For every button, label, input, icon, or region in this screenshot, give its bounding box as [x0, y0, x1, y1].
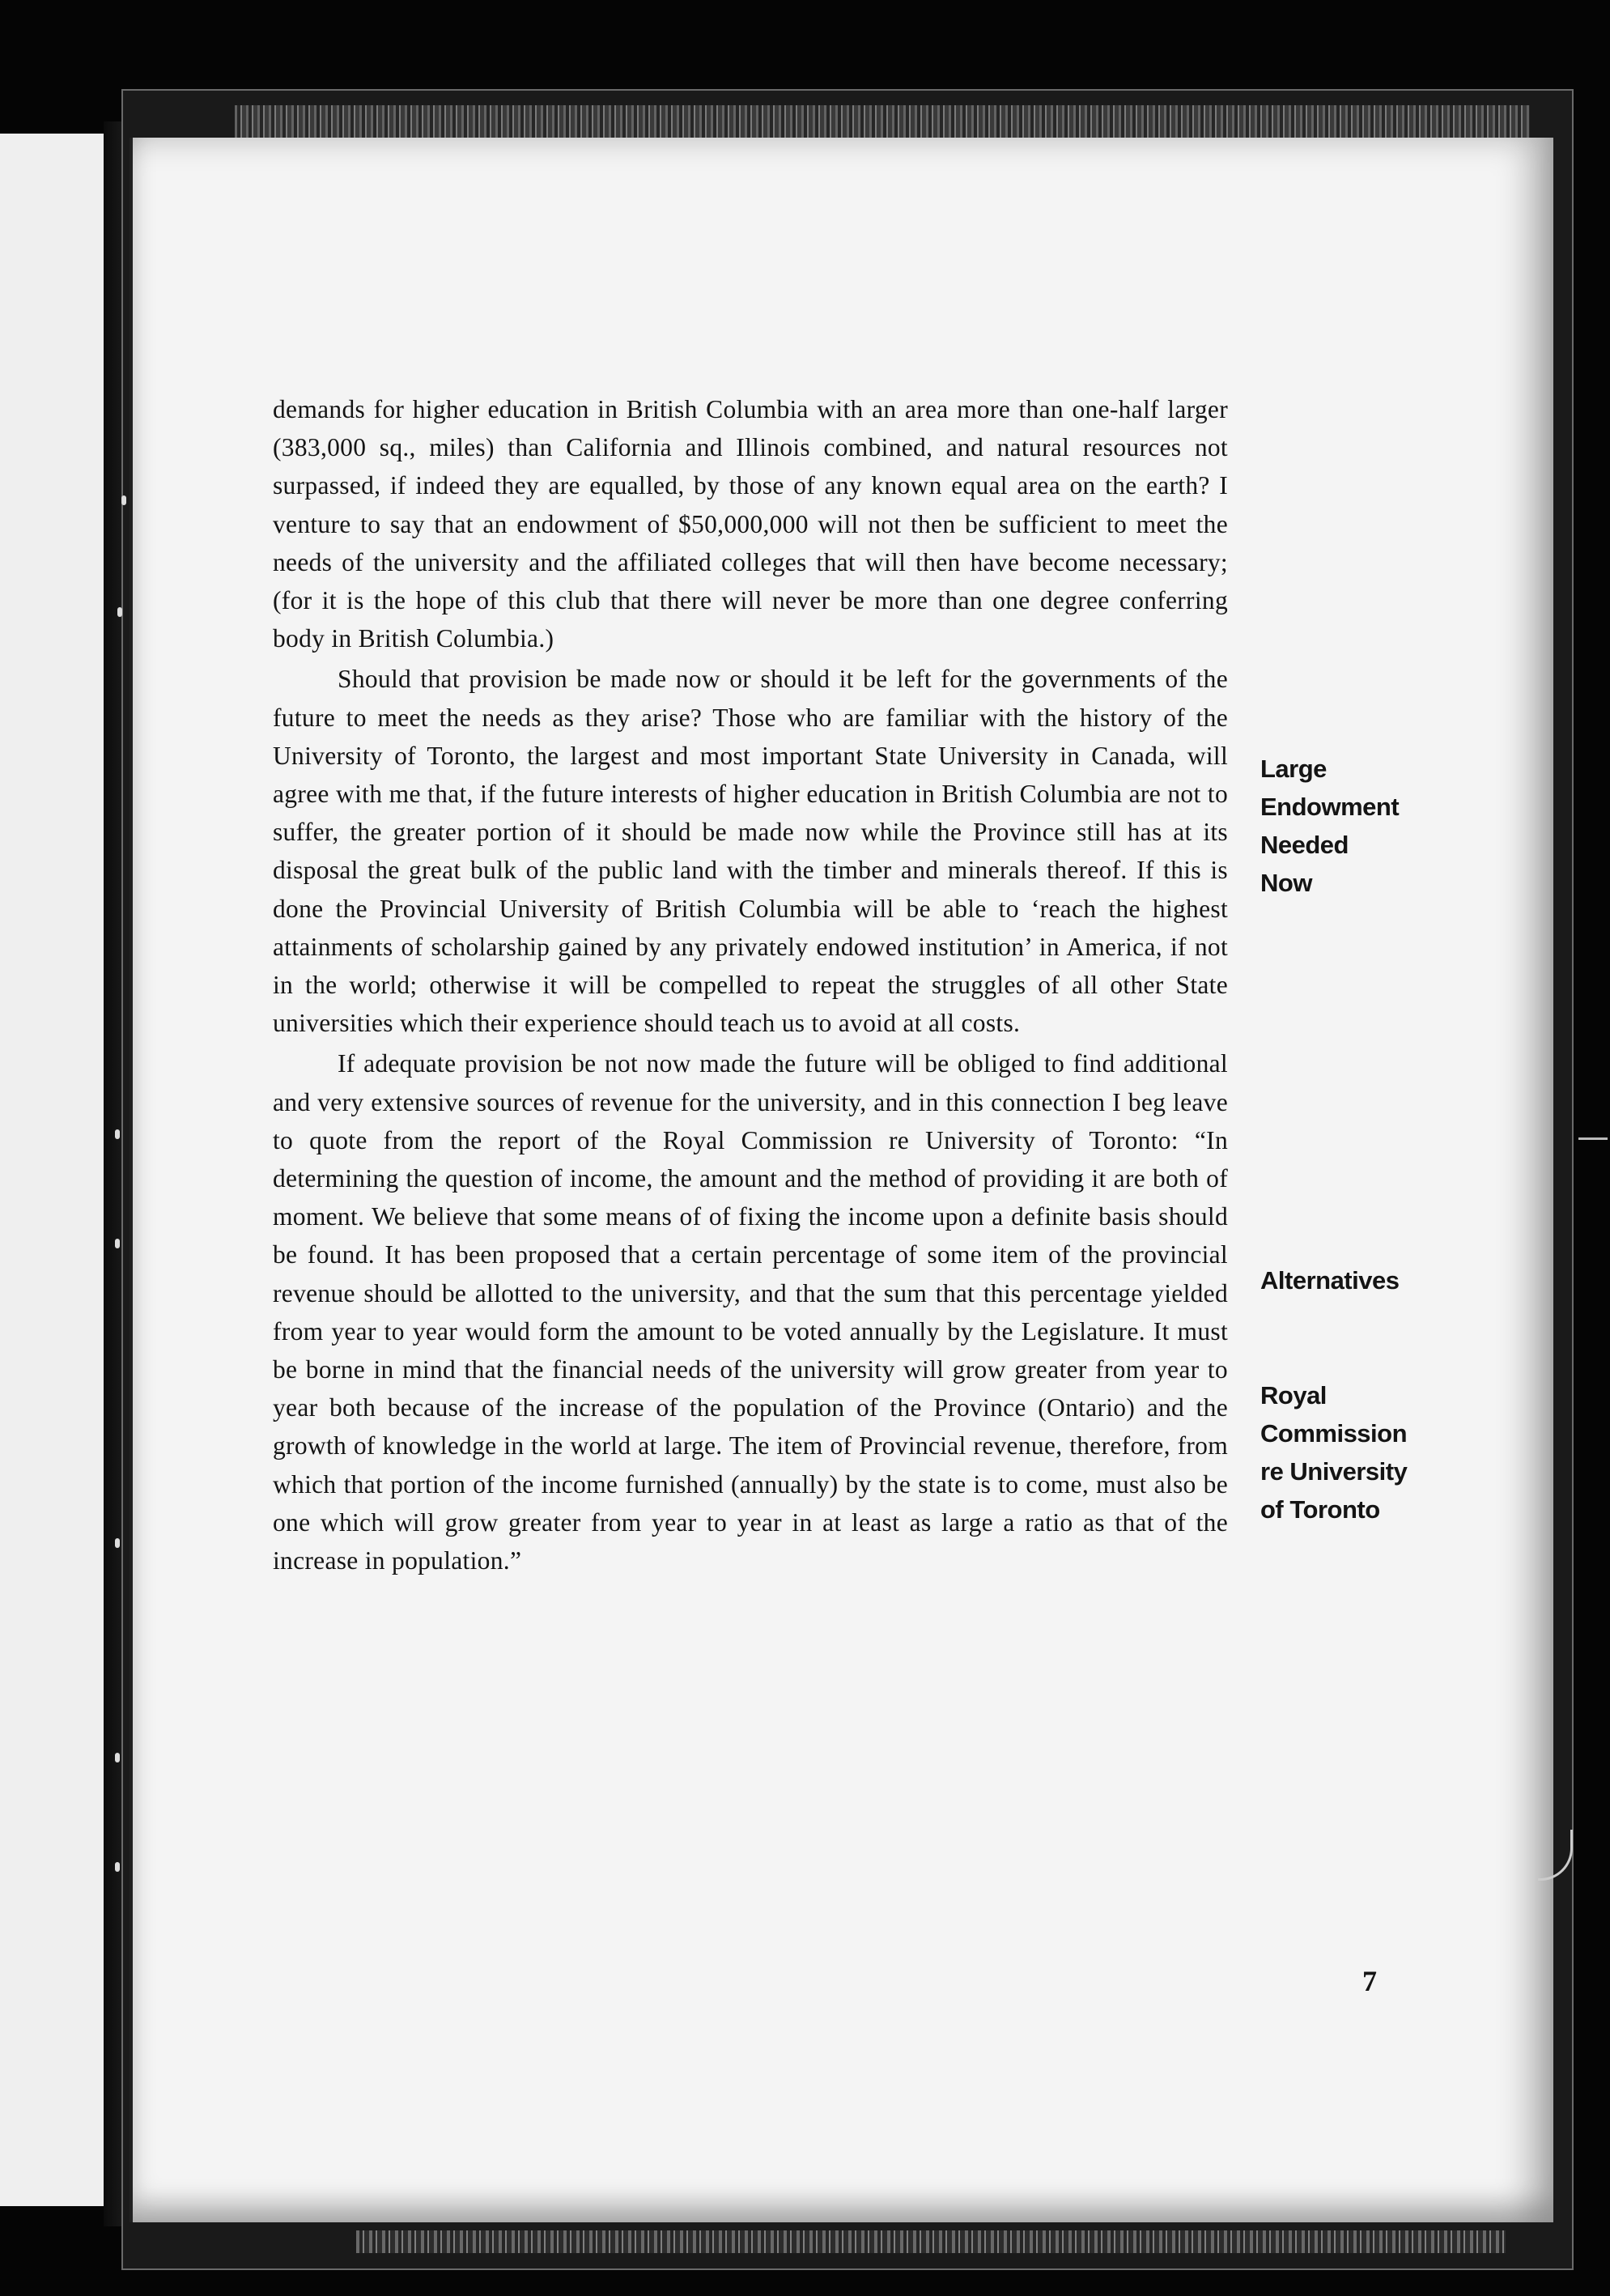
margin-note-line: Endowment: [1260, 793, 1400, 821]
margin-note-line: of Toronto: [1260, 1495, 1380, 1524]
margin-note-line: Now: [1260, 869, 1312, 897]
margin-note-line: Large: [1260, 755, 1327, 783]
paragraph-continuation: demands for higher education in British Columbia with an area more than one-half larger (383,000 sq., miles) than California and Illinois combined, and natural resources not surpassed, if indeed they are equalled, by those of any known equal area on the earth? I venture to say that an endowment of $50,000,000 will not then be sufficient to meet the needs of the university and the affiliated colleges that will then have become necessary; (for it is the hope of this club that there will never be more than one degree conferring body in British Columbia.): [273, 395, 1228, 653]
torn-top-edge: [235, 105, 1530, 138]
margin-note-royal-commission: [1260, 1376, 1407, 1529]
scan-speck: [115, 1538, 120, 1548]
margin-note-line: Alternatives: [1260, 1266, 1400, 1295]
scan-speck: [115, 1862, 120, 1872]
scan-speck: [115, 1129, 120, 1139]
margin-note-line: re University: [1260, 1457, 1408, 1486]
scan-edge-mark: [1578, 1137, 1608, 1140]
facing-page-edge: [0, 134, 106, 2206]
margin-note-line: Needed: [1260, 831, 1349, 859]
scan-speck: [115, 1239, 120, 1248]
paragraph-alternatives: If adequate provision be not now made the future will be obliged to find additional and very extensive sources of revenue for the university, and in this connection I beg leave to quote from the report of the Royal Commission re University of Toronto: “In determining the question of income, the amount and the method of providing it are both of moment. We believe that some means of of fixing the income upon a definite basis should be found. It has been proposed that a certain percentage of some item of the provincial revenue should be allotted to the university, and that the sum that this percentage yielded from year to year would form the amount to be voted annually by the Legislature. It must be borne in mind that the financial needs of the university will grow greater from year to year both because of the increase of the population of the Province (Ontario) and the growth of knowledge in the world at large. The item of Provincial revenue, therefore, from which that portion of the income furnished (annually) by the state is to come, must also be one which will grow greater from year to year in at least as large a ratio as that of the increase in population.”: [273, 1049, 1228, 1575]
scan-speck: [121, 495, 126, 505]
margin-note-alternatives: [1260, 1261, 1399, 1299]
scan-speck: [117, 607, 122, 617]
margin-note-line: Royal: [1260, 1381, 1327, 1409]
margin-note-endowment: [1260, 750, 1399, 902]
page-number: 7: [1362, 1965, 1377, 1997]
body-text: [273, 390, 1228, 1580]
margin-note-line: Commission: [1260, 1419, 1408, 1448]
torn-bottom-edge: [356, 2230, 1506, 2253]
paragraph-endowment: Should that provision be made now or should it be left for the governments of the future to meet the needs as they arise? Those who are familiar with the history of the University of Toronto, the largest and most important State University in Canada, will agree with me that, if the future interests of higher education in British Columbia are not to suffer, the greater portion of it should be made now while the Province still has at its disposal the great bulk of the public land with the timber and minerals thereof. If this is done the Provincial University of British Columbia will be able to ‘reach the highest attainments of scholarship gained by any privately endowed institution’ in America, if not in the world; otherwise it will be compelled to repeat the struggles of all other State universities which their experience should teach us to avoid at all costs.: [273, 665, 1228, 1038]
scan-speck: [115, 1753, 120, 1762]
